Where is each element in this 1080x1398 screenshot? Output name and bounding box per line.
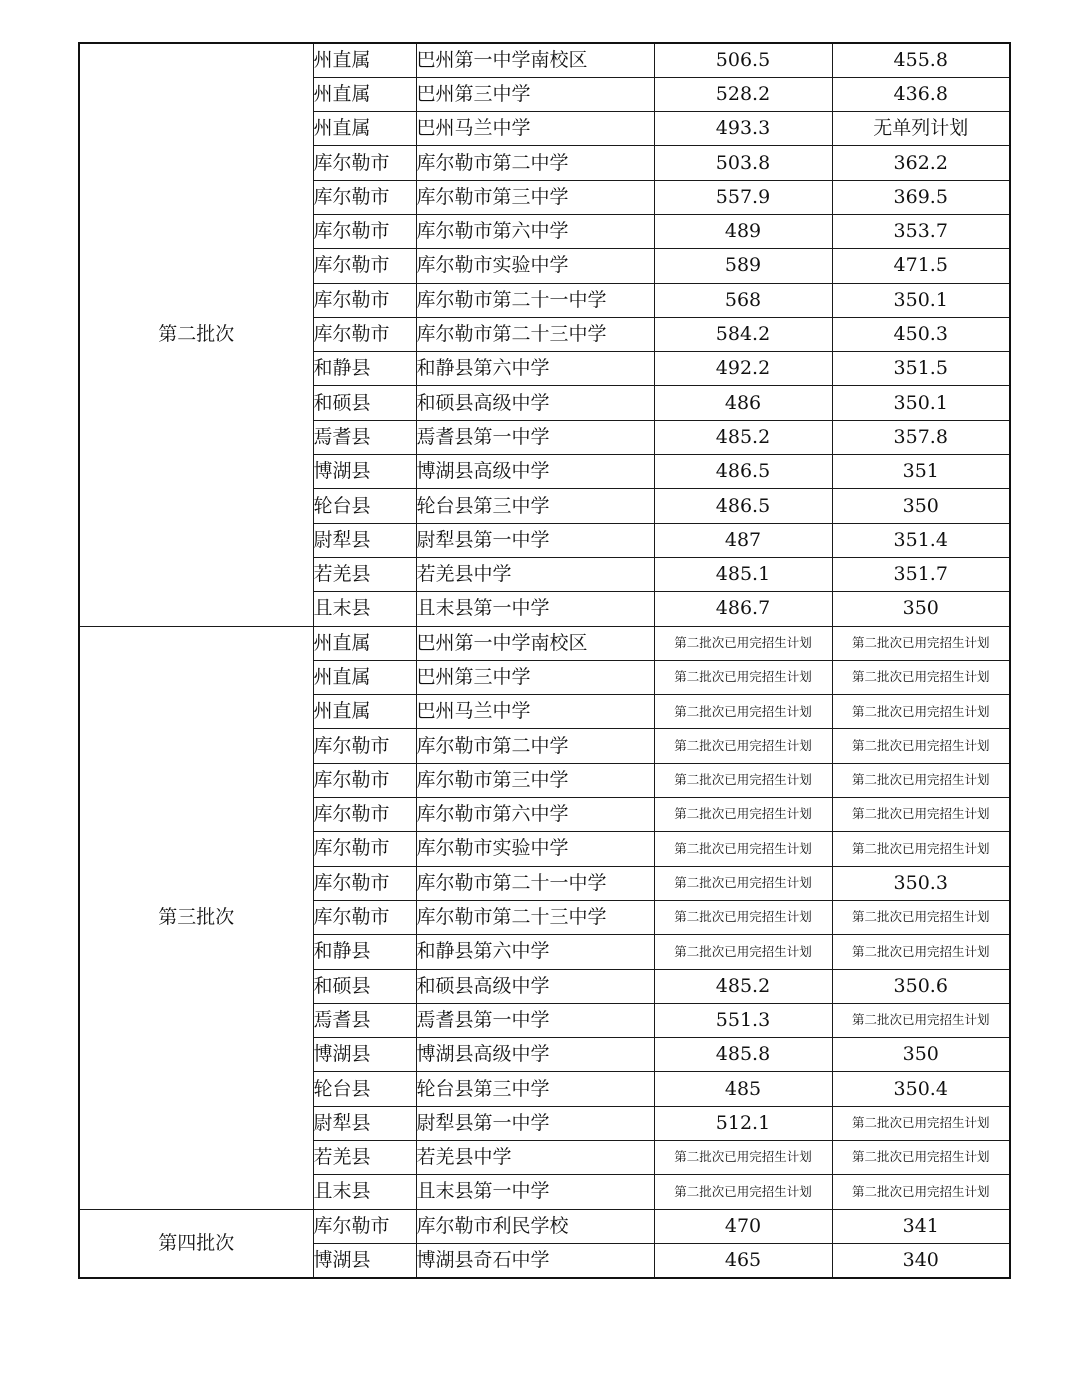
district-cell: 库尔勒市 xyxy=(313,832,416,866)
score-cell-2: 450.3 xyxy=(832,317,1010,351)
school-cell: 和硕县高级中学 xyxy=(416,969,654,1003)
score-cell-2: 350.1 xyxy=(832,386,1010,420)
district-cell: 焉耆县 xyxy=(313,1003,416,1037)
district-cell: 州直属 xyxy=(313,43,416,77)
score-cell-1: 465 xyxy=(654,1243,832,1277)
school-cell: 和静县第六中学 xyxy=(416,935,654,969)
score-cell-2: 351.4 xyxy=(832,523,1010,557)
score-cell-2: 第二批次已用完招生计划 xyxy=(832,660,1010,694)
score-cell-1: 第二批次已用完招生计划 xyxy=(654,798,832,832)
table-row xyxy=(79,43,1010,77)
score-cell-2: 369.5 xyxy=(832,180,1010,214)
district-cell: 且末县 xyxy=(313,1175,416,1209)
score-cell-2: 351.5 xyxy=(832,352,1010,386)
district-cell: 和硕县 xyxy=(313,386,416,420)
score-cell-1: 489 xyxy=(654,214,832,248)
district-cell: 博湖县 xyxy=(313,1243,416,1277)
school-cell: 库尔勒市第二中学 xyxy=(416,729,654,763)
score-cell-1: 485.2 xyxy=(654,420,832,454)
score-cell-2: 350.6 xyxy=(832,969,1010,1003)
school-cell: 库尔勒市实验中学 xyxy=(416,249,654,283)
district-cell: 尉犁县 xyxy=(313,523,416,557)
district-cell: 轮台县 xyxy=(313,489,416,523)
score-cell-1: 492.2 xyxy=(654,352,832,386)
score-cell-2: 350 xyxy=(832,489,1010,523)
school-cell: 若羌县中学 xyxy=(416,1141,654,1175)
school-cell: 库尔勒市第二十一中学 xyxy=(416,283,654,317)
school-cell: 且末县第一中学 xyxy=(416,1175,654,1209)
school-cell: 巴州马兰中学 xyxy=(416,112,654,146)
table-row xyxy=(79,626,1010,660)
district-cell: 州直属 xyxy=(313,77,416,111)
score-cell-1: 470 xyxy=(654,1209,832,1243)
score-cell-2: 第二批次已用完招生计划 xyxy=(832,1003,1010,1037)
district-cell: 州直属 xyxy=(313,112,416,146)
score-cell-2: 无单列计划 xyxy=(832,112,1010,146)
score-cell-2: 353.7 xyxy=(832,214,1010,248)
district-cell: 库尔勒市 xyxy=(313,146,416,180)
school-cell: 巴州第三中学 xyxy=(416,660,654,694)
score-cell-2: 351 xyxy=(832,455,1010,489)
school-cell: 博湖县奇石中学 xyxy=(416,1243,654,1277)
district-cell: 焉耆县 xyxy=(313,420,416,454)
score-cell-1: 485.8 xyxy=(654,1038,832,1072)
school-cell: 若羌县中学 xyxy=(416,557,654,591)
school-cell: 焉耆县第一中学 xyxy=(416,1003,654,1037)
district-cell: 库尔勒市 xyxy=(313,180,416,214)
district-cell: 且末县 xyxy=(313,592,416,626)
score-cell-2: 第二批次已用完招生计划 xyxy=(832,832,1010,866)
score-cell-2: 第二批次已用完招生计划 xyxy=(832,798,1010,832)
score-cell-2: 第二批次已用完招生计划 xyxy=(832,1106,1010,1140)
score-cell-1: 503.8 xyxy=(654,146,832,180)
school-cell: 库尔勒市第二中学 xyxy=(416,146,654,180)
school-cell: 库尔勒市第六中学 xyxy=(416,214,654,248)
score-cell-2: 350 xyxy=(832,1038,1010,1072)
score-cell-2: 341 xyxy=(832,1209,1010,1243)
school-cell: 和硕县高级中学 xyxy=(416,386,654,420)
school-cell: 库尔勒市第六中学 xyxy=(416,798,654,832)
district-cell: 库尔勒市 xyxy=(313,866,416,900)
district-cell: 若羌县 xyxy=(313,1141,416,1175)
score-cell-2: 第二批次已用完招生计划 xyxy=(832,695,1010,729)
score-cell-1: 第二批次已用完招生计划 xyxy=(654,832,832,866)
score-cell-2: 471.5 xyxy=(832,249,1010,283)
district-cell: 州直属 xyxy=(313,626,416,660)
score-cell-1: 557.9 xyxy=(654,180,832,214)
district-cell: 博湖县 xyxy=(313,1038,416,1072)
score-cell-1: 485.1 xyxy=(654,557,832,591)
school-cell: 巴州第三中学 xyxy=(416,77,654,111)
score-cell-2: 350.3 xyxy=(832,866,1010,900)
school-cell: 博湖县高级中学 xyxy=(416,455,654,489)
score-cell-1: 487 xyxy=(654,523,832,557)
score-cell-1: 493.3 xyxy=(654,112,832,146)
district-cell: 库尔勒市 xyxy=(313,283,416,317)
score-cell-1: 第二批次已用完招生计划 xyxy=(654,763,832,797)
batch-label: 第二批次 xyxy=(79,43,313,626)
score-cell-1: 第二批次已用完招生计划 xyxy=(654,729,832,763)
score-cell-2: 357.8 xyxy=(832,420,1010,454)
school-cell: 库尔勒市第二十三中学 xyxy=(416,900,654,934)
score-cell-1: 512.1 xyxy=(654,1106,832,1140)
school-cell: 巴州马兰中学 xyxy=(416,695,654,729)
score-cell-1: 486.7 xyxy=(654,592,832,626)
score-cell-1: 第二批次已用完招生计划 xyxy=(654,866,832,900)
school-cell: 库尔勒市第三中学 xyxy=(416,763,654,797)
school-cell: 尉犁县第一中学 xyxy=(416,1106,654,1140)
score-cell-1: 第二批次已用完招生计划 xyxy=(654,695,832,729)
score-cell-1: 551.3 xyxy=(654,1003,832,1037)
score-cell-2: 第二批次已用完招生计划 xyxy=(832,900,1010,934)
school-cell: 且末县第一中学 xyxy=(416,592,654,626)
score-cell-2: 第二批次已用完招生计划 xyxy=(832,935,1010,969)
school-cell: 博湖县高级中学 xyxy=(416,1038,654,1072)
school-cell: 和静县第六中学 xyxy=(416,352,654,386)
school-cell: 尉犁县第一中学 xyxy=(416,523,654,557)
district-cell: 若羌县 xyxy=(313,557,416,591)
district-cell: 和静县 xyxy=(313,352,416,386)
score-cell-2: 455.8 xyxy=(832,43,1010,77)
score-cell-2: 340 xyxy=(832,1243,1010,1277)
score-cell-1: 486.5 xyxy=(654,489,832,523)
score-cell-1: 485 xyxy=(654,1072,832,1106)
school-cell: 库尔勒市利民学校 xyxy=(416,1209,654,1243)
score-cell-2: 351.7 xyxy=(832,557,1010,591)
district-cell: 博湖县 xyxy=(313,455,416,489)
school-cell: 库尔勒市第二十三中学 xyxy=(416,317,654,351)
school-cell: 库尔勒市第二十一中学 xyxy=(416,866,654,900)
school-cell: 焉耆县第一中学 xyxy=(416,420,654,454)
school-cell: 轮台县第三中学 xyxy=(416,1072,654,1106)
score-cell-1: 第二批次已用完招生计划 xyxy=(654,935,832,969)
score-cell-1: 528.2 xyxy=(654,77,832,111)
district-cell: 库尔勒市 xyxy=(313,249,416,283)
score-cell-1: 486.5 xyxy=(654,455,832,489)
score-cell-1: 589 xyxy=(654,249,832,283)
batch-label: 第四批次 xyxy=(79,1209,313,1278)
district-cell: 州直属 xyxy=(313,695,416,729)
score-cell-2: 第二批次已用完招生计划 xyxy=(832,763,1010,797)
district-cell: 库尔勒市 xyxy=(313,729,416,763)
score-cell-2: 第二批次已用完招生计划 xyxy=(832,1141,1010,1175)
table-body xyxy=(79,43,1010,1278)
district-cell: 库尔勒市 xyxy=(313,900,416,934)
score-cell-2: 第二批次已用完招生计划 xyxy=(832,729,1010,763)
score-cell-1: 506.5 xyxy=(654,43,832,77)
score-cell-2: 350.1 xyxy=(832,283,1010,317)
district-cell: 库尔勒市 xyxy=(313,317,416,351)
school-cell: 库尔勒市第三中学 xyxy=(416,180,654,214)
score-cell-1: 第二批次已用完招生计划 xyxy=(654,660,832,694)
district-cell: 库尔勒市 xyxy=(313,1209,416,1243)
batch-label: 第三批次 xyxy=(79,626,313,1209)
score-cell-1: 第二批次已用完招生计划 xyxy=(654,1141,832,1175)
score-cell-2: 350.4 xyxy=(832,1072,1010,1106)
score-cell-1: 486 xyxy=(654,386,832,420)
district-cell: 轮台县 xyxy=(313,1072,416,1106)
table-row xyxy=(79,1209,1010,1243)
score-cell-2: 第二批次已用完招生计划 xyxy=(832,626,1010,660)
score-cell-1: 第二批次已用完招生计划 xyxy=(654,1175,832,1209)
score-cell-1: 584.2 xyxy=(654,317,832,351)
school-cell: 轮台县第三中学 xyxy=(416,489,654,523)
district-cell: 库尔勒市 xyxy=(313,214,416,248)
score-cell-2: 350 xyxy=(832,592,1010,626)
score-cell-1: 第二批次已用完招生计划 xyxy=(654,900,832,934)
score-cell-2: 362.2 xyxy=(832,146,1010,180)
district-cell: 尉犁县 xyxy=(313,1106,416,1140)
district-cell: 和硕县 xyxy=(313,969,416,1003)
school-cell: 库尔勒市实验中学 xyxy=(416,832,654,866)
score-cell-1: 第二批次已用完招生计划 xyxy=(654,626,832,660)
school-cell: 巴州第一中学南校区 xyxy=(416,43,654,77)
district-cell: 库尔勒市 xyxy=(313,763,416,797)
district-cell: 和静县 xyxy=(313,935,416,969)
score-cell-2: 第二批次已用完招生计划 xyxy=(832,1175,1010,1209)
score-cell-1: 485.2 xyxy=(654,969,832,1003)
district-cell: 库尔勒市 xyxy=(313,798,416,832)
school-cell: 巴州第一中学南校区 xyxy=(416,626,654,660)
admission-score-table xyxy=(78,42,1011,1279)
score-cell-2: 436.8 xyxy=(832,77,1010,111)
district-cell: 州直属 xyxy=(313,660,416,694)
score-cell-1: 568 xyxy=(654,283,832,317)
